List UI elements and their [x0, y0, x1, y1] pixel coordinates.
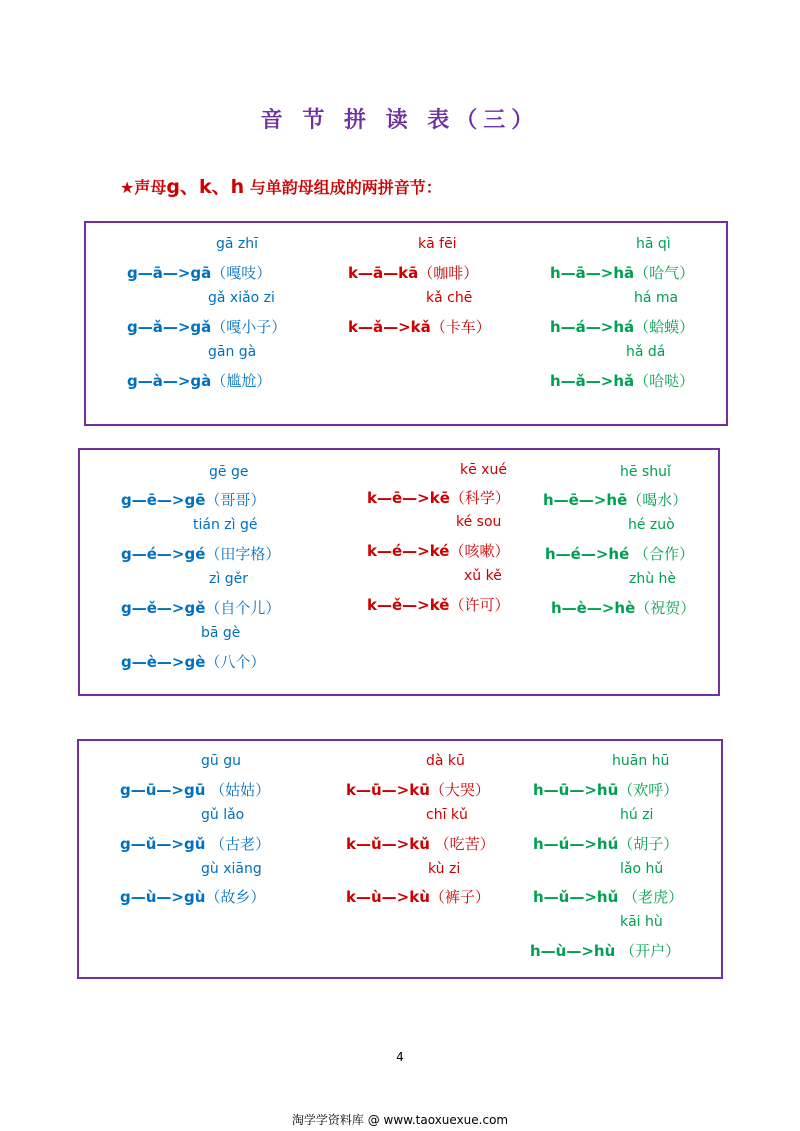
formula-row: g—ě—>gě（自个儿）	[121, 599, 281, 617]
formula-row: h—ǔ—>hǔ （老虎）	[533, 888, 684, 906]
pinyin-label: kē xué	[460, 462, 507, 478]
formula-row: h—ē—>hē（喝水）	[543, 491, 688, 509]
formula-row: k—ě—>kě（许可）	[367, 596, 510, 614]
footer-watermark: 淘学学资料库 @ www.taoxuexue.com	[291, 1113, 509, 1127]
pinyin-label: hē shuǐ	[620, 464, 671, 480]
page-number: 4	[396, 1050, 404, 1064]
subtitle-suffix: 与单韵母组成的两拼音节：	[244, 178, 442, 197]
pinyin-label: tián zì gé	[193, 517, 258, 533]
pinyin-label: bā gè	[201, 625, 241, 641]
pinyin-label: hé zuò	[628, 517, 675, 533]
formula-row: k—ā—kā（咖啡）	[348, 264, 479, 282]
pinyin-label: kā fēi	[418, 236, 457, 252]
pinyin-label: zì gěr	[209, 571, 248, 587]
formula-row: k—ù—>kù（裤子）	[346, 888, 490, 906]
pinyin-label: gā zhī	[216, 236, 259, 252]
pinyin-label: zhù hè	[629, 571, 677, 587]
pinyin-label: kù zi	[428, 861, 461, 877]
section-subtitle	[120, 172, 442, 199]
pinyin-label: huān hū	[612, 753, 670, 769]
formula-row: g—ē—>gē（哥哥）	[121, 491, 266, 509]
formula-row: g—ǎ—>gǎ（嘎小子）	[127, 318, 287, 336]
formula-row: g—ā—>gā（嘎吱）	[127, 264, 272, 282]
formula-row: k—ǔ—>kǔ （吃苦）	[346, 835, 495, 853]
formula-row: h—ā—>hā（哈气）	[550, 264, 695, 282]
pinyin-label: lǎo hǔ	[620, 861, 664, 877]
formula-row: h—é—>hé （合作）	[545, 545, 695, 563]
formula-row: h—ū—>hū（欢呼）	[533, 781, 679, 799]
star-icon: ★	[120, 178, 135, 197]
subtitle-letters: g、k、h	[166, 176, 245, 198]
pinyin-label: há ma	[634, 290, 679, 306]
pinyin-label: gǎ xiǎo zi	[208, 290, 275, 306]
pinyin-label: kǎ chē	[426, 290, 473, 306]
pinyin-label: kāi hù	[620, 914, 663, 930]
pinyin-label: hú zi	[620, 807, 654, 823]
pinyin-label: gū gu	[201, 753, 241, 769]
pinyin-label: gān gà	[208, 344, 257, 360]
page-title: 音 节 拼 读 表（三）	[260, 107, 540, 133]
formula-row: g—ù—>gù（故乡）	[120, 888, 266, 906]
formula-row: h—ù—>hù （开户）	[530, 942, 681, 960]
pinyin-label: chī kǔ	[426, 807, 468, 823]
pinyin-label: gē ge	[209, 464, 249, 480]
formula-row: g—é—>gé（田字格）	[121, 545, 281, 563]
formula-row: g—ū—>gū （姑姑）	[120, 781, 271, 799]
formula-row: h—ú—>hú（胡子）	[533, 835, 679, 853]
subtitle-prefix: 声母	[134, 178, 167, 197]
formula-row: h—ǎ—>hǎ（哈哒）	[550, 372, 695, 390]
formula-row: h—á—>há（蛤蟆）	[550, 318, 695, 336]
pinyin-label: xǔ kě	[464, 568, 502, 584]
pinyin-label: gù xiāng	[201, 861, 262, 877]
formula-row: g—à—>gà（尴尬）	[127, 372, 272, 390]
formula-row: k—ē—>kē（科学）	[367, 489, 510, 507]
formula-row: g—ǔ—>gǔ （古老）	[120, 835, 271, 853]
formula-row: h—è—>hè（祝贺）	[551, 599, 696, 617]
pinyin-label: dà kū	[426, 753, 465, 769]
formula-row: k—ū—>kū（大哭）	[346, 781, 490, 799]
formula-row: k—ǎ—>kǎ（卡车）	[348, 318, 491, 336]
pinyin-label: hǎ dá	[626, 344, 666, 360]
pinyin-label: gǔ lǎo	[201, 807, 245, 823]
formula-row: k—é—>ké（咳嗽）	[367, 542, 510, 560]
pinyin-label: ké sou	[456, 514, 502, 530]
pinyin-label: hā qì	[636, 236, 671, 252]
formula-row: g—è—>gè（八个）	[121, 653, 266, 671]
